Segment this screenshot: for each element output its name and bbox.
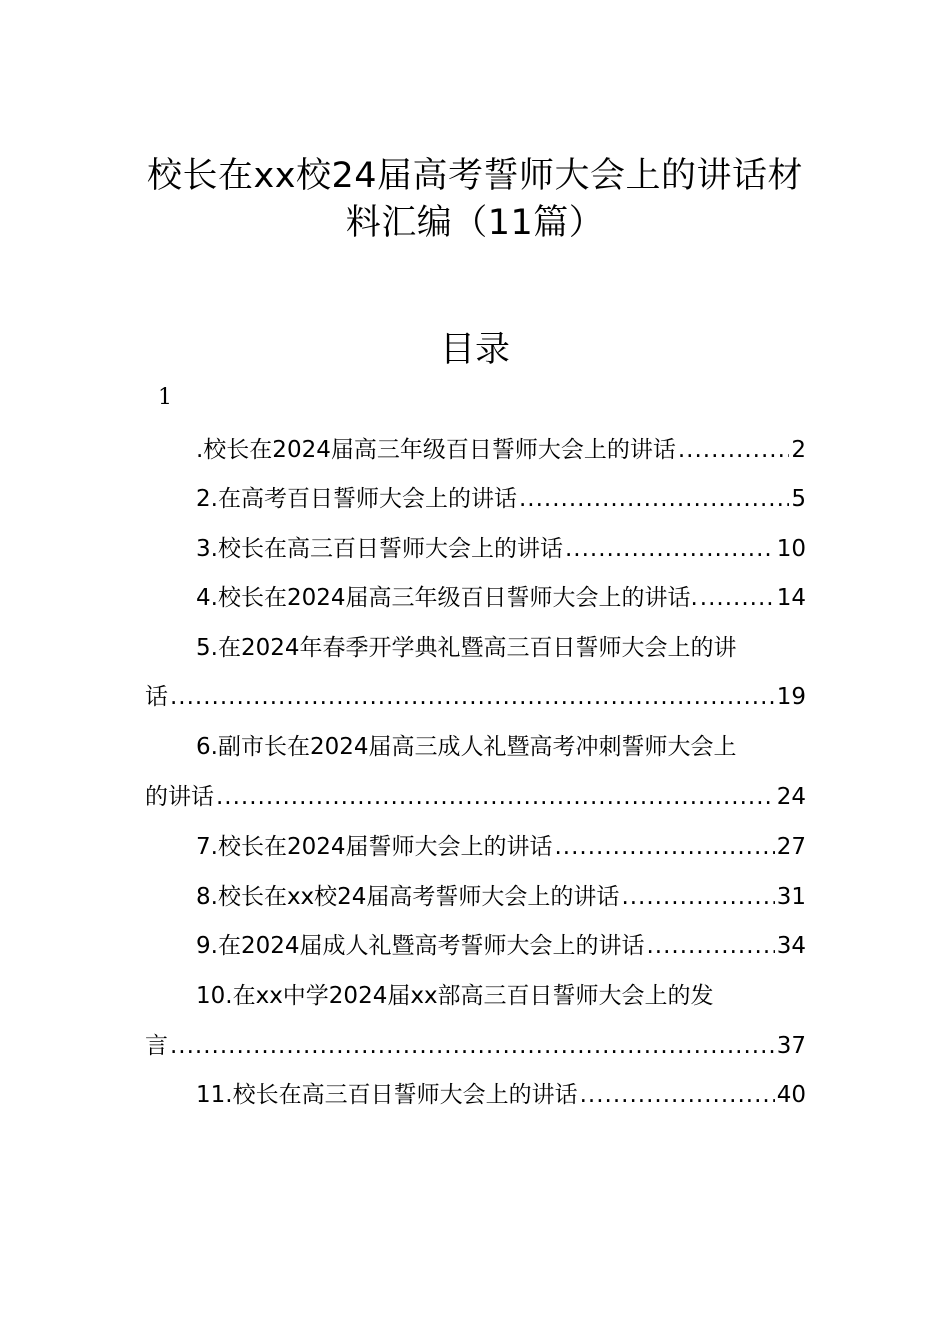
toc-entry-page: 34	[776, 933, 806, 959]
toc-entry-9[interactable]	[145, 926, 806, 966]
toc-entry-page: 24	[776, 784, 806, 810]
toc-entry-title-line-1: 6.副市长在2024届高三成人礼暨高考冲刺誓师大会上	[196, 734, 737, 760]
dot-leader	[580, 1075, 775, 1115]
toc-entry-8[interactable]	[145, 877, 806, 917]
toc-entry-11[interactable]	[145, 1075, 806, 1115]
dot-leader	[621, 877, 774, 917]
toc-entry-title: 8.校长在xx校24届高考誓师大会上的讲话	[196, 884, 620, 910]
toc-entry-3[interactable]	[145, 529, 806, 569]
toc-entry-title: 11.校长在高三百日誓师大会上的讲话	[196, 1082, 578, 1108]
dot-leader	[216, 777, 775, 817]
toc-entry-title: 2.在高考百日誓师大会上的讲话	[196, 486, 517, 512]
dot-leader	[678, 430, 790, 470]
toc-entry-2[interactable]	[145, 479, 806, 519]
toc-entry-page: 10	[776, 536, 806, 562]
toc-entry-title: 4.校长在2024届高三年级百日誓师大会上的讲话.	[196, 585, 698, 611]
dot-leader	[700, 578, 775, 618]
toc-entry-title-line-1: 10.在xx中学2024届xx部高三百日誓师大会上的发	[196, 983, 714, 1009]
toc-entry-page: 19	[776, 684, 806, 710]
toc-entry-title: 9.在2024届成人礼暨高考誓师大会上的讲话	[196, 933, 645, 959]
toc-entry-page: 40	[776, 1082, 806, 1108]
toc-entry-page: 14	[776, 585, 806, 611]
toc-entry-title-line-2: 言	[145, 1033, 168, 1059]
document-title-line-2: 料汇编（11篇）	[345, 203, 605, 243]
dot-leader	[646, 926, 774, 966]
toc-entry-title-line-1: 5.在2024年春季开学典礼暨高三百日誓师大会上的讲	[196, 635, 737, 661]
toc-entry-4[interactable]	[145, 578, 806, 618]
toc-entry-title-line-2-row	[145, 1026, 806, 1066]
document-title-line-1: 校长在xx校24届高考誓师大会上的讲话材	[147, 156, 803, 196]
toc-entry-title: .校长在2024届高三年级百日誓师大会上的讲话	[196, 437, 676, 463]
toc-entry-1[interactable]	[145, 430, 806, 470]
dot-leader	[519, 479, 789, 519]
toc-entry-title: 3.校长在高三百日誓师大会上的讲话	[196, 536, 563, 562]
toc-entry-page: 31	[776, 884, 806, 910]
toc-entry-page: 27	[776, 834, 806, 860]
toc-entry-7[interactable]	[145, 827, 806, 867]
dot-leader	[170, 677, 775, 717]
toc-entry-page: 5	[791, 486, 806, 512]
dot-leader	[554, 827, 774, 867]
toc-entry-title-line-2-row	[145, 677, 806, 717]
toc-entry-title-line-2: 话	[145, 684, 168, 710]
toc-entry-title: 7.校长在2024届誓师大会上的讲话	[196, 834, 553, 860]
toc-heading: 目录	[439, 330, 510, 370]
toc-entry-page: 2	[791, 437, 806, 463]
toc-entry-title-line-2-row	[145, 777, 806, 817]
page-marker: 1	[158, 385, 172, 410]
dot-leader	[565, 529, 775, 569]
toc-entry-title-line-2: 的讲话	[145, 784, 214, 810]
toc-entry-page: 37	[776, 1033, 806, 1059]
dot-leader	[170, 1026, 775, 1066]
